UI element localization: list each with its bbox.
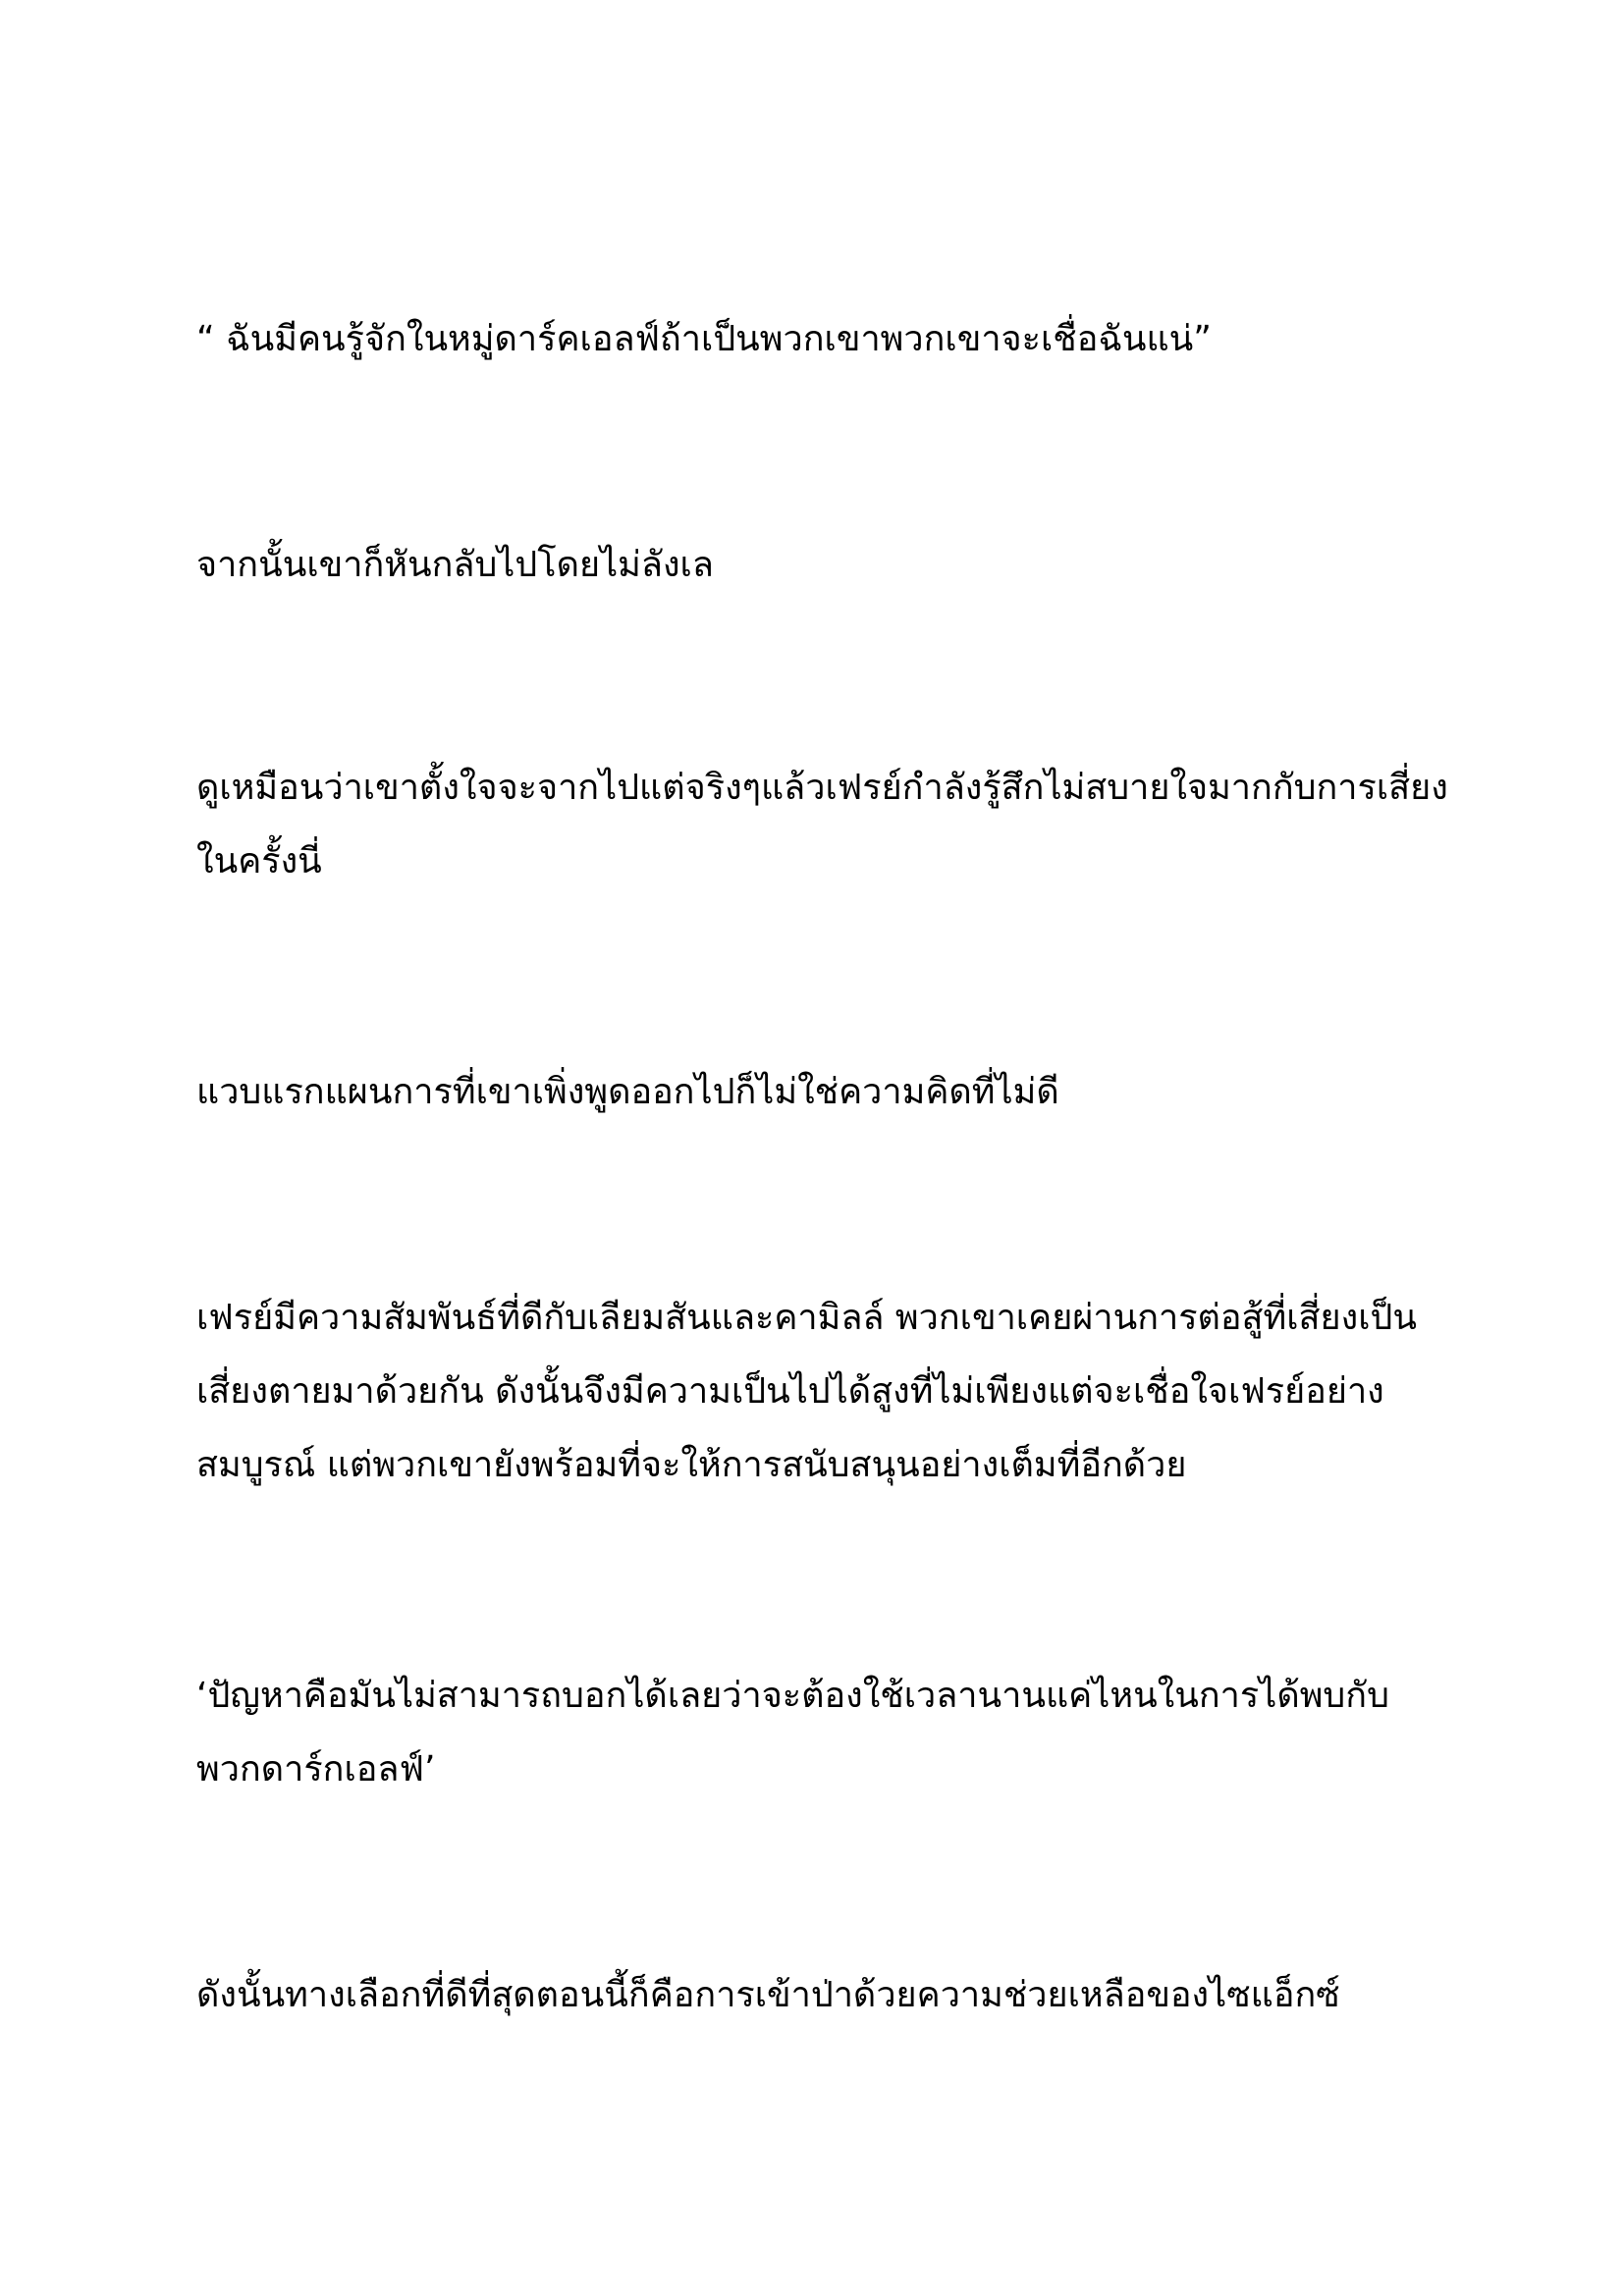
text-line: เฟรย์มีความสัมพันธ์ที่ดีกับเลียมสันและคามิลล์ พวกเขาเคยผ่านการต่อสู้ที่เสี่ยงเป็น [196, 1298, 1417, 1338]
text-line: จากนั้นเขาก็หันกลับไปโดยไม่ลังเล [196, 545, 714, 585]
text-line: ในครั้งนี่ [196, 841, 322, 881]
text-line: “ ฉันมีคนรู้จักในหมู่ดาร์คเอลฟ์ถ้าเป็นพวกเขาพวกเขาจะเชื่อฉันแน่” [196, 319, 1212, 359]
text-line: ‘ปัญหาคือมันไม่สามารถบอกได้เลยว่าจะต้องใช้เวลานานแค่ไหนในการได้พบกับ [196, 1676, 1389, 1716]
paragraph-plan-not-bad [196, 1055, 1473, 1129]
paragraph-relationship [196, 1281, 1473, 1502]
paragraph-problem-thought [196, 1659, 1473, 1806]
paragraph-frey-uneasy [196, 751, 1473, 898]
paragraph-dialogue-dark-elves [196, 302, 1473, 376]
text-line: ดูเหมือนว่าเขาตั้งใจจะจากไปแต่จริงๆแล้วเฟรย์กำลังรู้สึกไม่สบายใจมากกับการเสี่ยง [196, 768, 1448, 808]
paragraph-turned-back [196, 528, 1473, 602]
text-line: เสี่ยงตายมาด้วยกัน ดังนั้นจึงมีความเป็นไปได้สูงที่ไม่เพียงแต่จะเชื่อใจเฟรย์อย่าง [196, 1371, 1384, 1412]
text-line: พวกดาร์กเอลฟ์’ [196, 1749, 436, 1789]
text-line: สมบูรณ์ แต่พวกเขายังพร้อมที่จะให้การสนับสนุนอย่างเต็มที่อีกด้วย [196, 1445, 1187, 1485]
text-line: ดังนั้นทางเลือกที่ดีที่สุดตอนนี้ก็คือการเข้าป่าด้วยความช่วยเหลือของไซแอ็กซ์ [196, 1975, 1340, 2015]
text-line: แวบแรกแผนการที่เขาเพิ่งพูดออกไปก็ไม่ใช่ความคิดที่ไม่ดี [196, 1072, 1059, 1112]
paragraph-best-choice [196, 1958, 1473, 2032]
